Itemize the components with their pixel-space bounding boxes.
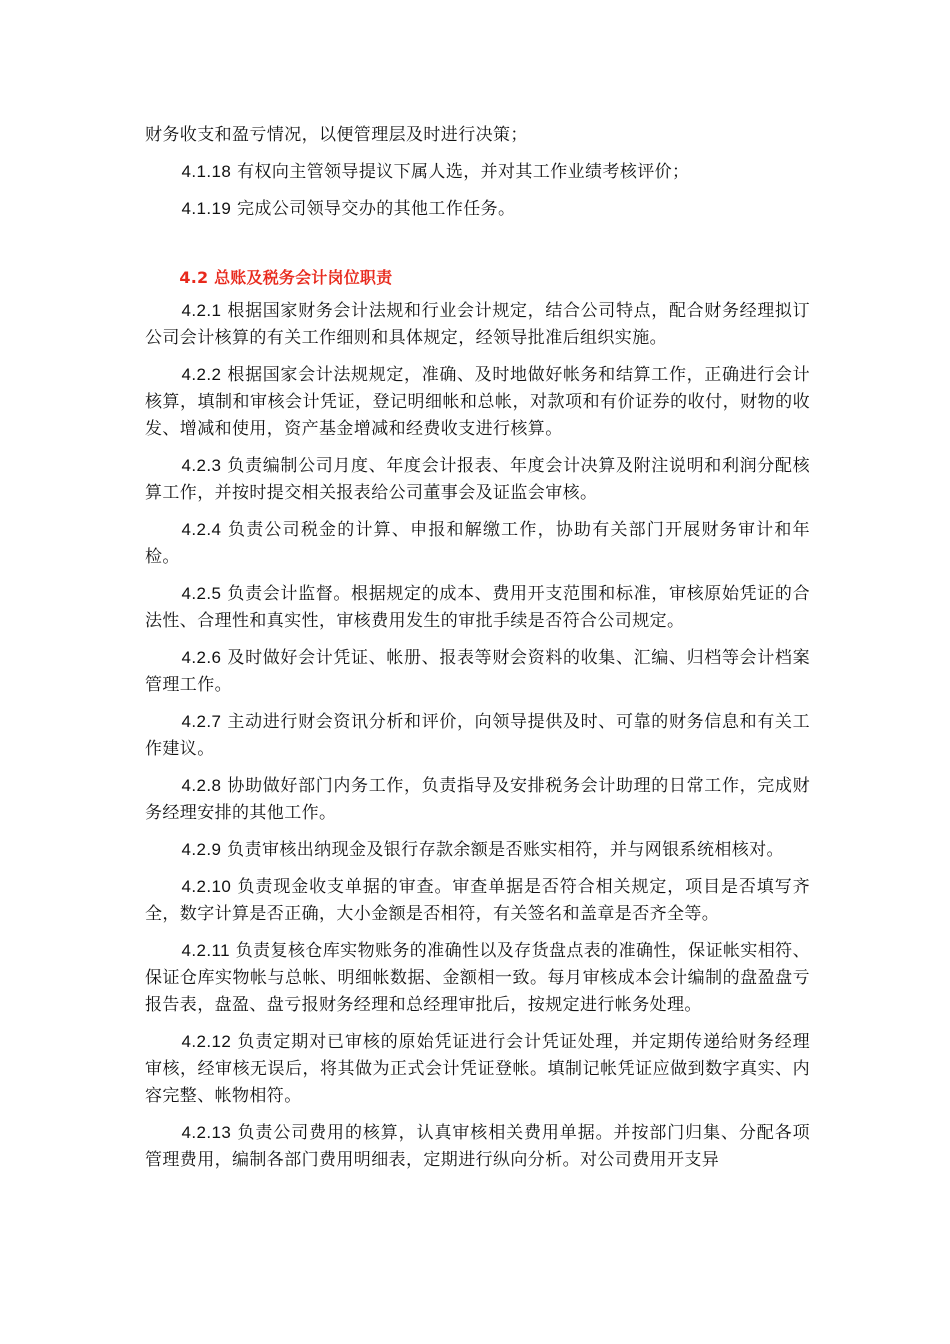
item-number: 4.2.11	[181, 941, 230, 960]
item-number: 4.2.8	[181, 776, 222, 795]
list-item-4-2-5	[145, 580, 810, 635]
list-item-4-2-3	[145, 452, 810, 507]
list-item-4-2-10	[145, 873, 810, 928]
item-number: 4.2.7	[181, 712, 222, 731]
item-text: 根据国家会计法规规定，准确、及时地做好帐务和结算工作，正确进行会计核算，填制和审核会计凭证，登记明细帐和总帐，对款项和有价证券的收付，财物的收发、增减和使用，资产基金增减和经费收支进行核算。	[145, 365, 810, 439]
item-number: 4.2.9	[181, 840, 222, 859]
item-text: 负责定期对已审核的原始凭证进行会计凭证处理，并定期传递给财务经理审核，经审核无误后，将其做为正式会计凭证登帐。填制记帐凭证应做到数字真实、内容完整、帐物相符。	[145, 1032, 810, 1106]
item-text: 负责会计监督。根据规定的成本、费用开支范围和标准，审核原始凭证的合法性、合理性和真实性，审核费用发生的审批手续是否符合公司规定。	[145, 584, 810, 631]
item-text: 及时做好会计凭证、帐册、报表等财会资料的收集、汇编、归档等会计档案管理工作。	[145, 648, 810, 695]
item-text: 负责编制公司月度、年度会计报表、年度会计决算及附注说明和利润分配核算工作，并按时提交相关报表给公司董事会及证监会审核。	[145, 456, 810, 503]
item-number: 4.2.5	[181, 584, 222, 603]
list-item-4-1-19	[145, 195, 810, 223]
item-text: 负责公司费用的核算，认真审核相关费用单据。并按部门归集、分配各项管理费用，编制各部门费用明细表，定期进行纵向分析。对公司费用开支异	[145, 1123, 810, 1170]
item-number: 4.2.3	[181, 456, 222, 475]
item-text: 协助做好部门内务工作，负责指导及安排税务会计助理的日常工作，完成财务经理安排的其他工作。	[145, 776, 810, 823]
item-text: 主动进行财会资讯分析和评价，向领导提供及时、可靠的财务信息和有关工作建议。	[145, 712, 810, 759]
section-heading-4-2: 4.2 总账及税务会计岗位职责	[179, 268, 393, 287]
item-number: 4.2.6	[181, 648, 222, 667]
item-number: 4.2.13	[181, 1123, 232, 1142]
document-body	[145, 122, 810, 1174]
list-item-4-2-9	[145, 836, 810, 864]
list-item-4-2-11	[145, 937, 810, 1019]
list-item-4-2-6	[145, 644, 810, 699]
list-item-4-2-13	[145, 1119, 810, 1174]
list-item-4-2-1	[145, 297, 810, 352]
list-item-4-2-12	[145, 1028, 810, 1110]
list-item-4-2-8	[145, 772, 810, 827]
item-number: 4.2.1	[181, 301, 222, 320]
item-text: 负责公司税金的计算、申报和解缴工作，协助有关部门开展财务审计和年检。	[145, 520, 810, 567]
item-text: 有权向主管领导提议下属人选，并对其工作业绩考核评价；	[231, 162, 690, 182]
item-text: 负责复核仓库实物账务的准确性以及存货盘点表的准确性，保证帐实相符、保证仓库实物帐与总帐、明细帐数据、金额相一致。每月审核成本会计编制的盘盈盘亏报告表，盘盈、盘亏报财务经理和总经理审批后，按规定进行帐务处理。	[145, 941, 810, 1015]
list-item-4-2-2	[145, 361, 810, 443]
item-text: 负责现金收支单据的审查。审查单据是否符合相关规定，项目是否填写齐全，数字计算是否正确，大小金额是否相符，有关签名和盖章是否齐全等。	[145, 877, 810, 924]
item-text: 完成公司领导交办的其他工作任务。	[231, 199, 516, 219]
item-number: 4.1.19	[181, 199, 232, 218]
item-number: 4.2.12	[181, 1032, 232, 1051]
list-item-4-2-7	[145, 708, 810, 763]
list-item-4-2-4	[145, 516, 810, 571]
item-text: 负责审核出纳现金及银行存款余额是否账实相符，并与网银系统相核对。	[221, 840, 784, 860]
item-text: 根据国家财务会计法规和行业会计规定，结合公司特点，配合财务经理拟订公司会计核算的有关工作细则和具体规定，经领导批准后组织实施。	[145, 301, 810, 348]
item-number: 4.1.18	[181, 162, 232, 181]
item-number: 4.2.10	[181, 877, 232, 896]
list-item-4-1-18	[145, 158, 810, 186]
item-number: 4.2.2	[181, 365, 222, 384]
intro-continuation: 财务收支和盈亏情况，以便管理层及时进行决策；	[145, 125, 528, 145]
item-number: 4.2.4	[181, 520, 222, 539]
